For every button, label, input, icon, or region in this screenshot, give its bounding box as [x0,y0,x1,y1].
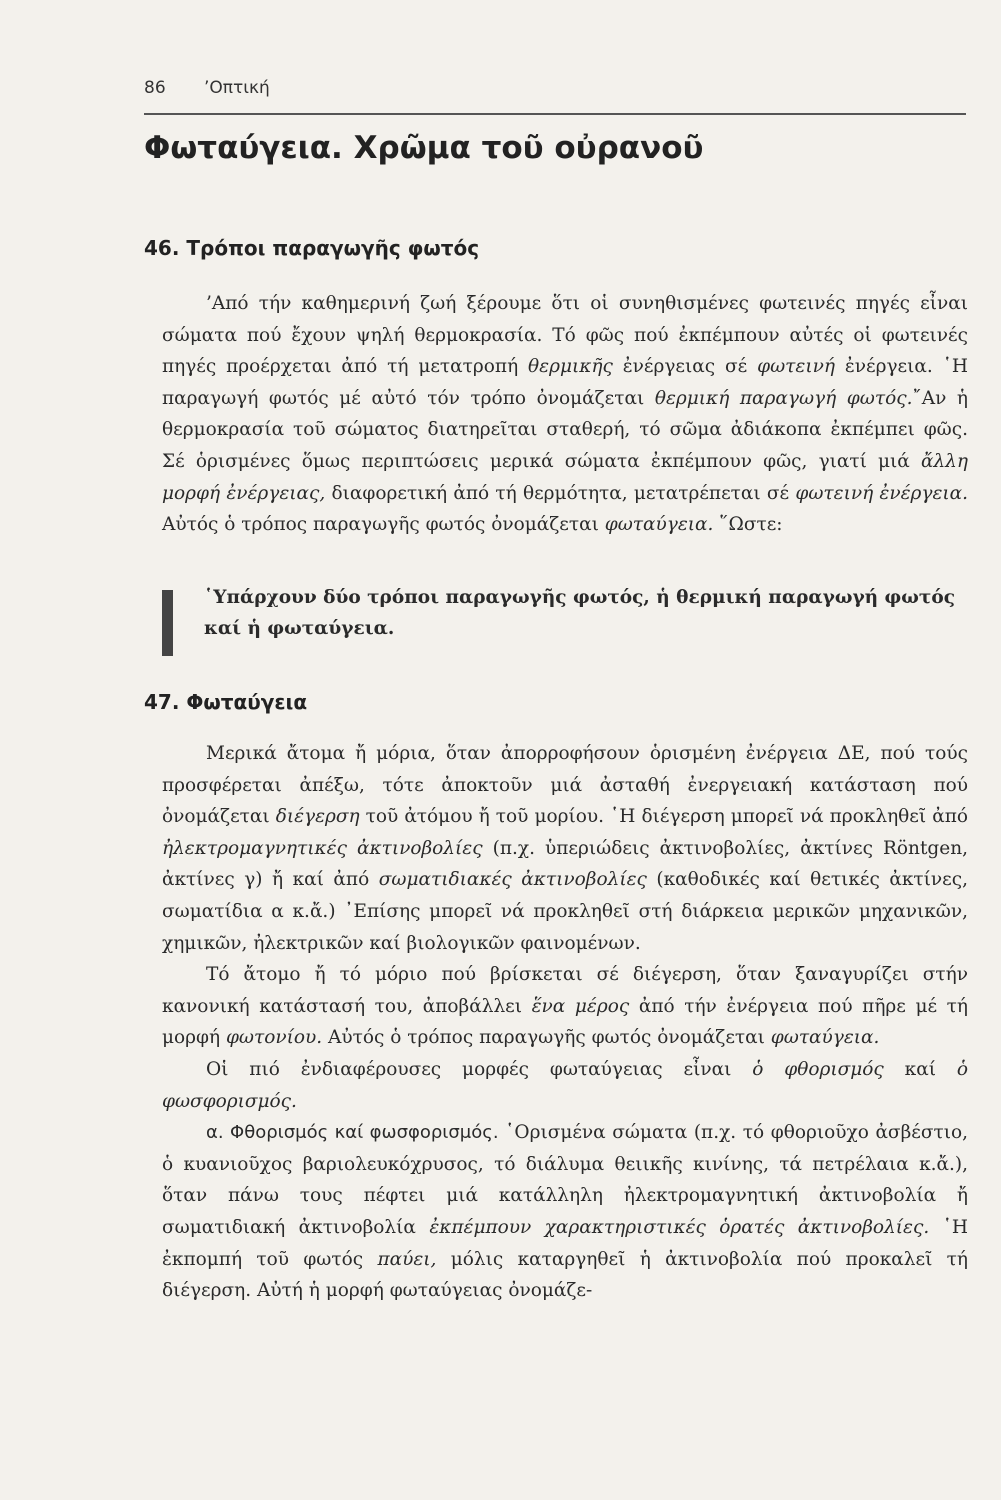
paragraph: Τό ἄτομο ἤ τό μόριο πού βρίσκεται σέ διέγερση, ὅταν ξαναγυρίζει στήν κανονική κατάστασή του, ἀποβάλλει ἕνα μέρος ἀπό τήν ἐνέργεια πού πῆρε μέ τή μορφή φωτονίου. Αὐτός ὁ τρόπος παραγωγῆς φωτός ὀνομάζεται φωταύγεια. [162,964,969,1049]
paragraph: Μερικά ἄτομα ἤ μόρια, ὅταν ἀπορροφήσουν ὁρισμένη ἐνέργεια ΔΕ, πού τούς προσφέρεται ἀπέξω, τότε ἀποκτοῦν μιά ἀσταθή ἐνεργειακή κατάσταση πού ὀνομάζεται διέγερση τοῦ ἀτόμου ἤ τοῦ μορίου. ῾Η διέγερση μπορεῖ νά προκληθεῖ ἀπό ἠλεκτρομαγνητικές ἀκτινοβολίες (π.χ. ὑπεριώδεις ἀκτινοβολίες, ἀκτίνες Röntgen, ἀκτίνες γ) ἤ καί ἀπό σωματιδιακές ἀκτινοβολίες (καθοδικές καί θετικές ἀκτίνες, σωματίδια α κ.ἄ.) ᾿Επίσης μπορεῖ νά προκληθεῖ στή διάρκεια μερικῶν μηχανικῶν, χημικῶν, ἠλεκτρικῶν καί βιολογικῶν φαινομένων. [162,743,968,954]
section-47-heading: 47. Φωταύγεια [144,690,308,714]
section-46-body [162,288,968,541]
highlight-box [162,582,968,644]
paragraph: Οἱ πιό ἐνδιαφέρουσες μορφές φωταύγειας εἶναι ὁ φθορισμός καί ὁ φωσφορισμός. [162,1058,968,1112]
section-47-body [162,738,968,1307]
header-rule [144,113,966,115]
chapter-title: Φωταύγεια. Χρῶμα τοῦ οὐρανοῦ [144,130,704,166]
highlight-bar [162,590,173,656]
running-title: ’Οπτική [204,78,270,98]
highlight-text: ῾Υπάρχουν δύο τρόποι παραγωγῆς φωτός, ἡ θερμική παραγωγή φωτός καί ἡ φωταύγεια. [204,587,955,639]
subsection-title: α. Φθορισμός καί φωσφορισμός. [206,1122,499,1144]
paragraph: α. Φθορισμός καί φωσφορισμός. ῾Ορισμένα σώματα (π.χ. τό φθοριοῦχο ἀσβέστιο, ὁ κυανιοῦχος βαριολευκόχρυσος, τό διάλυμα θειικῆς κινίνης, τά πετρέλαια κ.ἄ.), ὅταν πάνω τους πέφτει μιά κατάλληλη ἠλεκτρομαγνητική ἀκτινοβολία ἤ σωματιδιακή ἀκτινοβολία ἐκπέμπουν χαρακτηριστικές ὁρατές ἀκτινοβολίες. ῾Η ἐκπομπή τοῦ φωτός παύει, μόλις καταργηθεῖ ἡ ἀκτινοβολία πού προκαλεῖ τή διέγερση. Αὐτή ἡ μορφή φωταύγειας ὀνομάζε- [162,1122,968,1302]
page-number: 86 [144,78,166,98]
paragraph: ’Από τήν καθημερινή ζωή ξέρουμε ὅτι οἱ συνηθισμένες φωτεινές πηγές εἶναι σώματα πού ἔχουν ψηλή θερμοκρασία. Τό φῶς πού ἐκπέμπουν αὐτές οἱ φωτεινές πηγές προέρχεται ἀπό τή μετατροπή θερμικῆς ἐνέργειας σέ φωτεινή ἐνέργεια. ῾Η παραγωγή φωτός μέ αὐτό τόν τρόπο ὀνομάζεται θερμική παραγωγή φωτός.῎Αν ἡ θερμοκρασία τοῦ σώματος διατηρεῖται σταθερή, τό σῶμα ἀδιάκοπα ἐκπέμπει φῶς. Σέ ὁρισμένες ὅμως περιπτώσεις μερικά σώματα ἐκπέμπουν φῶς, γιατί μιά ἄλλη μορφή ἐνέργειας, διαφορετική ἀπό τή θερμότητα, μετατρέπεται σέ φωτεινή ἐνέργεια. Αὐτός ὁ τρόπος παραγωγῆς φωτός ὀνομάζεται φωταύγεια. ῞Ωστε: [162,293,968,536]
section-46-heading: 46. Τρόποι παραγωγῆς φωτός [144,236,480,260]
running-header [144,78,964,98]
